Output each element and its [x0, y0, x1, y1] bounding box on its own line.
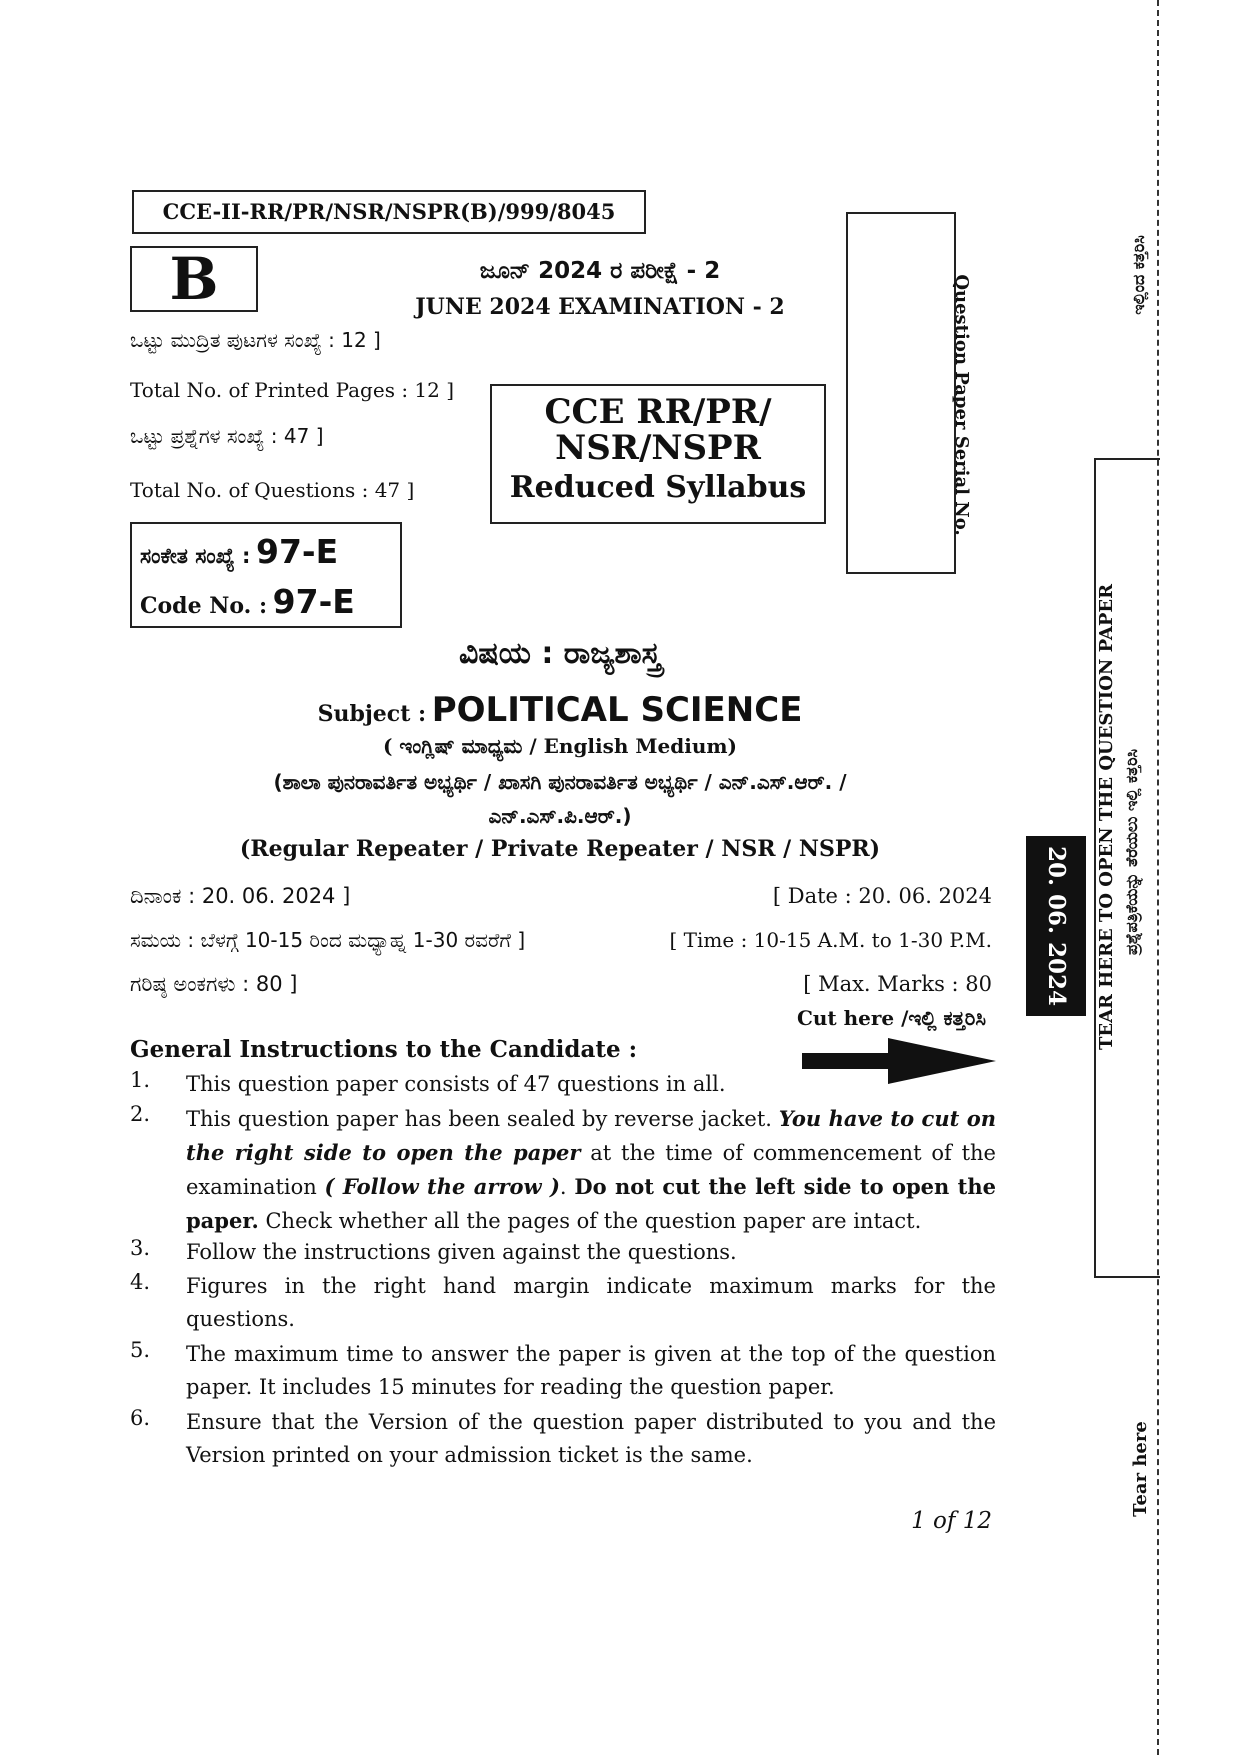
marks-en: [ Max. Marks : 80: [803, 972, 992, 996]
questions-count-en: Total No. of Questions : 47 ]: [130, 478, 415, 502]
subject-label: Subject :: [317, 701, 427, 727]
instruction-item: [130, 1270, 996, 1338]
instruction-item: [130, 1068, 996, 1102]
subject-line: [200, 690, 920, 730]
instruction-text: [186, 1102, 996, 1238]
instruction-text: This question paper consists of 47 questions in all.: [186, 1072, 726, 1096]
instruction-number: 4.: [130, 1270, 151, 1294]
paper-code: CCE-II-RR/PR/NSR/NSPR(B)/999/8045: [162, 199, 616, 224]
instruction-text: The maximum time to answer the paper is given at the top of the question paper. It includes 15 minutes for reading the question paper.: [186, 1342, 996, 1399]
instruction-text-part: at the time of commencement of the examination: [186, 1141, 996, 1199]
exam-title-en: JUNE 2024 EXAMINATION - 2: [415, 294, 785, 320]
side-date: 20. 06. 2024: [1043, 845, 1070, 1007]
tear-open-label-en: TEAR HERE TO OPEN THE QUESTION PAPER: [1096, 583, 1117, 1051]
instruction-text: Figures in the right hand margin indicate maximum marks for the questions.: [186, 1274, 996, 1331]
instruction-number: 5.: [130, 1338, 151, 1362]
instruction-emphasis: Do not cut the left side to open the paper.: [186, 1174, 996, 1233]
cce-syllabus-box: [490, 384, 826, 524]
cce-line-3: Reduced Syllabus: [509, 470, 807, 505]
cce-line-1: CCE RR/PR/: [544, 392, 772, 432]
page-number: 1 of 12: [911, 1508, 992, 1534]
serial-number-box: [846, 212, 956, 574]
instruction-item: [130, 1102, 996, 1236]
marks-kn: ಗರಿಷ್ಠ ಅಂಕಗಳು : 80 ]: [130, 972, 298, 996]
instruction-number: 2.: [130, 1102, 151, 1126]
date-en: [ Date : 20. 06. 2024: [772, 884, 992, 908]
cce-line-2: NSR/NSPR: [555, 428, 761, 468]
tear-here-label: Tear here: [1130, 1421, 1151, 1517]
serial-number-label: Question Paper Serial No.: [951, 274, 972, 536]
tear-open-label-kn: ಪ್ರಶ್ನೆಪತ್ರಿಕೆಯನ್ನು ತೆರೆಯಲು ಇಲ್ಲಿ ಕತ್ತರಿಸಿ: [1122, 748, 1141, 956]
instruction-item: [130, 1406, 996, 1474]
tear-dashed-line: [1157, 0, 1159, 1755]
instruction-text: Ensure that the Version of the question paper distributed to you and the Version printed on your admission ticket is the same.: [186, 1410, 996, 1467]
cut-here-label: Cut here /ಇಲ್ಲಿ ಕತ್ತರಿಸಿ: [796, 1006, 986, 1030]
candidate-en: (Regular Repeater / Private Repeater / NSR / NSPR): [239, 836, 881, 862]
candidate-kn-line-2: ಎನ್.ಎಸ್.ಪಿ.ಆರ್.): [488, 804, 632, 828]
instruction-number: 1.: [130, 1068, 151, 1092]
code-kn-value: 97-E: [256, 532, 339, 571]
version-letter: B: [169, 245, 219, 313]
pages-count-en: Total No. of Printed Pages : 12 ]: [130, 378, 455, 402]
instruction-emphasis: ( Follow the arrow ): [324, 1174, 560, 1199]
code-en-label: Code No. :: [140, 593, 268, 619]
code-kn-label: ಸಂಕೇತ ಸಂಖ್ಯೆ :: [140, 544, 251, 568]
pages-count-kn: ಒಟ್ಟು ಮುದ್ರಿತ ಪುಟಗಳ ಸಂಖ್ಯೆ : 12 ]: [130, 328, 381, 352]
instruction-item: [130, 1338, 996, 1406]
candidate-kn-line-1: (ಶಾಲಾ ಪುನರಾವರ್ತಿತ ಅಭ್ಯರ್ಥಿ / ಖಾಸಗಿ ಪುನರಾವರ್ತಿತ ಅಭ್ಯರ್ಥಿ / ಎನ್.ಎಸ್.ಆರ್. /: [273, 770, 847, 794]
instruction-number: 3.: [130, 1236, 151, 1260]
cut-from-here-kn: ಇಲ್ಲಿಂದ ಕತ್ತರಿಸಿ: [1129, 235, 1148, 315]
instruction-text-part: Check whether all the pages of the question paper are intact.: [258, 1209, 922, 1233]
instruction-emphasis: You have to cut on the right side to open the paper: [186, 1106, 996, 1165]
code-number-box: [130, 522, 402, 628]
time-en: [ Time : 10-15 A.M. to 1-30 P.M.: [669, 928, 992, 952]
instruction-number: 6.: [130, 1406, 151, 1430]
exam-title-kn: ಜೂನ್ 2024 ರ ಪರೀಕ್ಷೆ - 2: [479, 258, 721, 284]
questions-count-kn: ಒಟ್ಟು ಪ್ರಶ್ನೆಗಳ ಸಂಖ್ಯೆ : 47 ]: [130, 424, 324, 448]
instruction-text: Follow the instructions given against the questions.: [186, 1240, 737, 1264]
instruction-text-part: This question paper has been sealed by reverse jacket.: [186, 1107, 779, 1131]
medium: ( ಇಂಗ್ಲಿಷ್ ಮಾಧ್ಯಮ / English Medium): [383, 734, 737, 758]
date-kn: ದಿನಾಂಕ : 20. 06. 2024 ]: [130, 884, 351, 908]
instruction-text-part: .: [559, 1175, 575, 1199]
subject-kn: ವಿಷಯ : ರಾಜ್ಯಶಾಸ್ತ್ರ: [459, 636, 661, 671]
time-kn: ಸಮಯ : ಬೆಳಗ್ಗೆ 10-15 ರಿಂದ ಮಧ್ಯಾಹ್ನ 1-30 ರವರೆಗೆ ]: [130, 928, 526, 952]
instruction-item: [130, 1236, 996, 1270]
paper-code-box: [132, 190, 646, 234]
code-en-value: 97-E: [272, 582, 355, 621]
subject-name: POLITICAL SCIENCE: [431, 690, 803, 730]
instructions-title: General Instructions to the Candidate :: [130, 1036, 638, 1063]
version-letter-box: [130, 246, 258, 312]
